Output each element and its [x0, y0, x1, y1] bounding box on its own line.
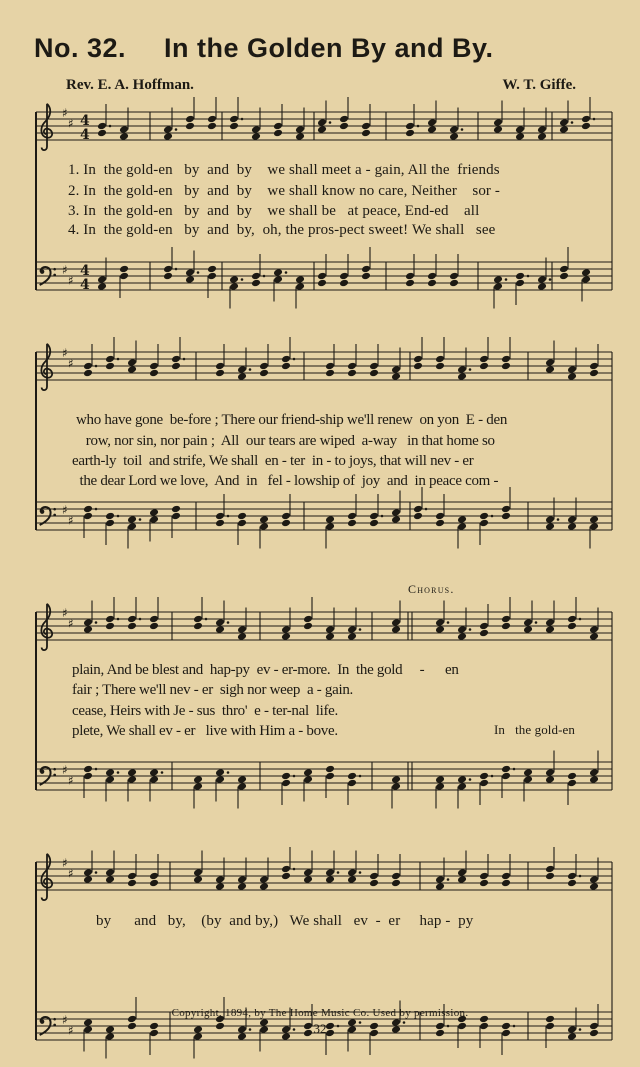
note-head	[229, 122, 239, 131]
note-head	[567, 879, 577, 888]
dot	[359, 628, 362, 631]
verse-line: 1. In the gold-en by and by we shall meet a - gain, All the friends	[68, 162, 500, 178]
dot	[95, 621, 98, 624]
dot	[175, 128, 178, 131]
page-number: 32	[313, 1021, 327, 1036]
sharp-sign: ♯	[68, 866, 74, 881]
sharp-sign: ♯	[68, 356, 74, 371]
dot	[417, 125, 420, 128]
note-head	[105, 512, 115, 521]
dot	[183, 358, 186, 361]
note-head	[391, 879, 401, 888]
note-head	[105, 362, 115, 371]
note-head	[369, 519, 379, 528]
note-head	[369, 879, 379, 888]
dot	[549, 278, 552, 281]
bass-cue-lyric: In the gold-en	[494, 722, 576, 737]
note-head	[479, 629, 489, 638]
note-head	[281, 519, 291, 528]
note-head	[347, 772, 357, 781]
note-head	[479, 512, 489, 521]
note-head	[405, 129, 415, 138]
dot	[175, 268, 178, 271]
note-head	[149, 622, 159, 631]
treble-clef	[41, 344, 52, 390]
dot	[139, 618, 142, 621]
note-head	[479, 879, 489, 888]
note-head	[127, 622, 137, 631]
note-head	[435, 362, 445, 371]
verse-line: by and by, (by and by,) We shall ev - er hap - py	[96, 913, 474, 929]
sharp-sign: ♯	[68, 273, 74, 288]
dot	[95, 365, 98, 368]
sharp-sign: ♯	[62, 503, 68, 517]
note-head	[119, 265, 129, 274]
note-head	[567, 622, 577, 631]
dot	[461, 128, 464, 131]
note-head	[479, 772, 489, 781]
sharp-sign: ♯	[68, 1023, 74, 1038]
note-head	[281, 872, 291, 881]
dot	[227, 771, 230, 774]
dot	[227, 621, 230, 624]
note-head	[501, 879, 511, 888]
dot	[579, 875, 582, 878]
dot	[249, 368, 252, 371]
note-head	[515, 272, 525, 281]
verse-line: cease, Heirs with Je - sus thro' e - ter-nal life.	[72, 703, 338, 719]
note-head	[559, 272, 569, 281]
verse-line: plete, We shall ev - er live with Him a - bove.	[72, 723, 338, 739]
dot	[95, 871, 98, 874]
dot	[535, 621, 538, 624]
sharp-sign: ♯	[62, 346, 68, 360]
note-head	[567, 772, 577, 781]
dot	[329, 121, 332, 124]
dot	[557, 518, 560, 521]
dot	[469, 368, 472, 371]
note-head	[545, 872, 555, 881]
dot	[505, 278, 508, 281]
note-head	[149, 879, 159, 888]
dot	[491, 515, 494, 518]
dot	[285, 271, 288, 274]
note-head	[251, 279, 261, 288]
dot	[469, 778, 472, 781]
dot	[161, 771, 164, 774]
sharp-sign: ♯	[62, 106, 68, 120]
sharp-sign: ♯	[62, 856, 68, 870]
sharp-sign: ♯	[62, 1013, 68, 1027]
dot	[263, 275, 266, 278]
dot	[227, 515, 230, 518]
dot	[359, 775, 362, 778]
dot	[241, 278, 244, 281]
composer-credit: W. T. Giffe.	[502, 77, 576, 93]
note-head	[83, 765, 93, 774]
note-head	[83, 505, 93, 514]
time-signature: 4	[80, 127, 90, 143]
dot	[205, 618, 208, 621]
dot	[571, 121, 574, 124]
note-head	[325, 765, 335, 774]
note-head	[127, 879, 137, 888]
copyright-notice: Copyright, 1894, by The Home Music Co. Used by permission.	[171, 1007, 469, 1019]
dot	[117, 618, 120, 621]
note-head	[273, 129, 283, 138]
time-signature: 4	[80, 277, 90, 293]
dot	[381, 515, 384, 518]
hymn-title-text: In the Golden By and By.	[164, 33, 494, 63]
note-head	[479, 362, 489, 371]
verse-line: 3. In the gold-en by and by we shall be at peace, End-ed all	[68, 203, 480, 219]
dot	[293, 868, 296, 871]
note-head	[163, 272, 173, 281]
note-head	[413, 512, 423, 521]
note-head	[317, 279, 327, 288]
note-head	[427, 279, 437, 288]
note-head	[501, 362, 511, 371]
note-head	[207, 265, 217, 274]
time-signature: 4	[80, 263, 90, 279]
dot	[513, 768, 516, 771]
note-head	[325, 369, 335, 378]
verse-line: earth-ly toil and strife, We shall en - ter in - to joys, that will nev - er	[72, 453, 474, 469]
dot	[593, 118, 596, 121]
note-head	[237, 512, 247, 521]
dot	[109, 125, 112, 128]
treble-clef	[41, 604, 52, 650]
note-head	[193, 622, 203, 631]
dot	[139, 518, 142, 521]
verse-line: plain, And be blest and hap-py ev - er-more. In the gold - en	[72, 662, 459, 678]
note-head	[97, 129, 107, 138]
note-head	[215, 519, 225, 528]
verse-line: 4. In the gold-en by and by, oh, the pros-pect sweet! We shall see	[68, 222, 496, 238]
verse-line: fair ; There we'll nev - er sigh nor weep a - gain.	[72, 682, 353, 698]
dot	[359, 871, 362, 874]
note-head	[405, 279, 415, 288]
note-head	[347, 519, 357, 528]
dot	[117, 771, 120, 774]
note-head	[369, 369, 379, 378]
note-head	[171, 505, 181, 514]
note-head	[171, 362, 181, 371]
lyricist-credit: Rev. E. A. Hoffman.	[66, 77, 194, 93]
note-head	[501, 622, 511, 631]
sharp-sign: ♯	[68, 616, 74, 631]
note-head	[361, 129, 371, 138]
note-head	[413, 362, 423, 371]
note-head	[303, 622, 313, 631]
note-head	[259, 369, 269, 378]
dot	[293, 358, 296, 361]
note-head	[501, 512, 511, 521]
dot	[469, 628, 472, 631]
sharp-sign: ♯	[68, 116, 74, 131]
note-head	[361, 272, 371, 281]
note-head	[207, 122, 217, 131]
note-head	[501, 765, 511, 774]
note-head	[149, 369, 159, 378]
note-head	[83, 369, 93, 378]
sharp-sign: ♯	[62, 763, 68, 777]
dot	[425, 508, 428, 511]
treble-clef	[41, 104, 52, 150]
chorus-label: Chorus.	[408, 582, 455, 596]
sharp-sign: ♯	[68, 513, 74, 528]
dot	[197, 271, 200, 274]
note-head	[339, 122, 349, 131]
dot	[117, 358, 120, 361]
note-head	[281, 362, 291, 371]
dot	[527, 275, 530, 278]
note-head	[281, 772, 291, 781]
dot	[293, 775, 296, 778]
note-head	[339, 279, 349, 288]
dot	[579, 618, 582, 621]
dot	[95, 768, 98, 771]
verse-line: row, nor sin, nor pain ; All our tears are wiped a-way in that home so	[72, 433, 495, 449]
note-head	[347, 369, 357, 378]
sharp-sign: ♯	[68, 773, 74, 788]
sharp-sign: ♯	[62, 606, 68, 620]
sharp-sign: ♯	[62, 263, 68, 277]
note-head	[435, 519, 445, 528]
verse-line: 2. In the gold-en by and by we shall know no care, Neither sor -	[68, 183, 500, 199]
verse-line: who have gone be-fore ; There our friend-ship we'll renew on yon E - den	[76, 412, 508, 428]
dot	[491, 775, 494, 778]
dot	[95, 508, 98, 511]
note-head	[215, 369, 225, 378]
note-head	[449, 279, 459, 288]
note-head	[185, 122, 195, 131]
dot	[447, 621, 450, 624]
note-head	[105, 622, 115, 631]
dot	[117, 515, 120, 518]
dot	[337, 871, 340, 874]
note-head	[581, 122, 591, 131]
time-signature: 4	[80, 113, 90, 129]
dot	[241, 118, 244, 121]
dot	[447, 878, 450, 881]
verse-line: the dear Lord we love, And in fel - lowship of joy and in peace com -	[76, 473, 499, 489]
treble-clef	[41, 854, 52, 900]
hymn-number: No. 32.	[34, 33, 127, 63]
note-head	[589, 369, 599, 378]
